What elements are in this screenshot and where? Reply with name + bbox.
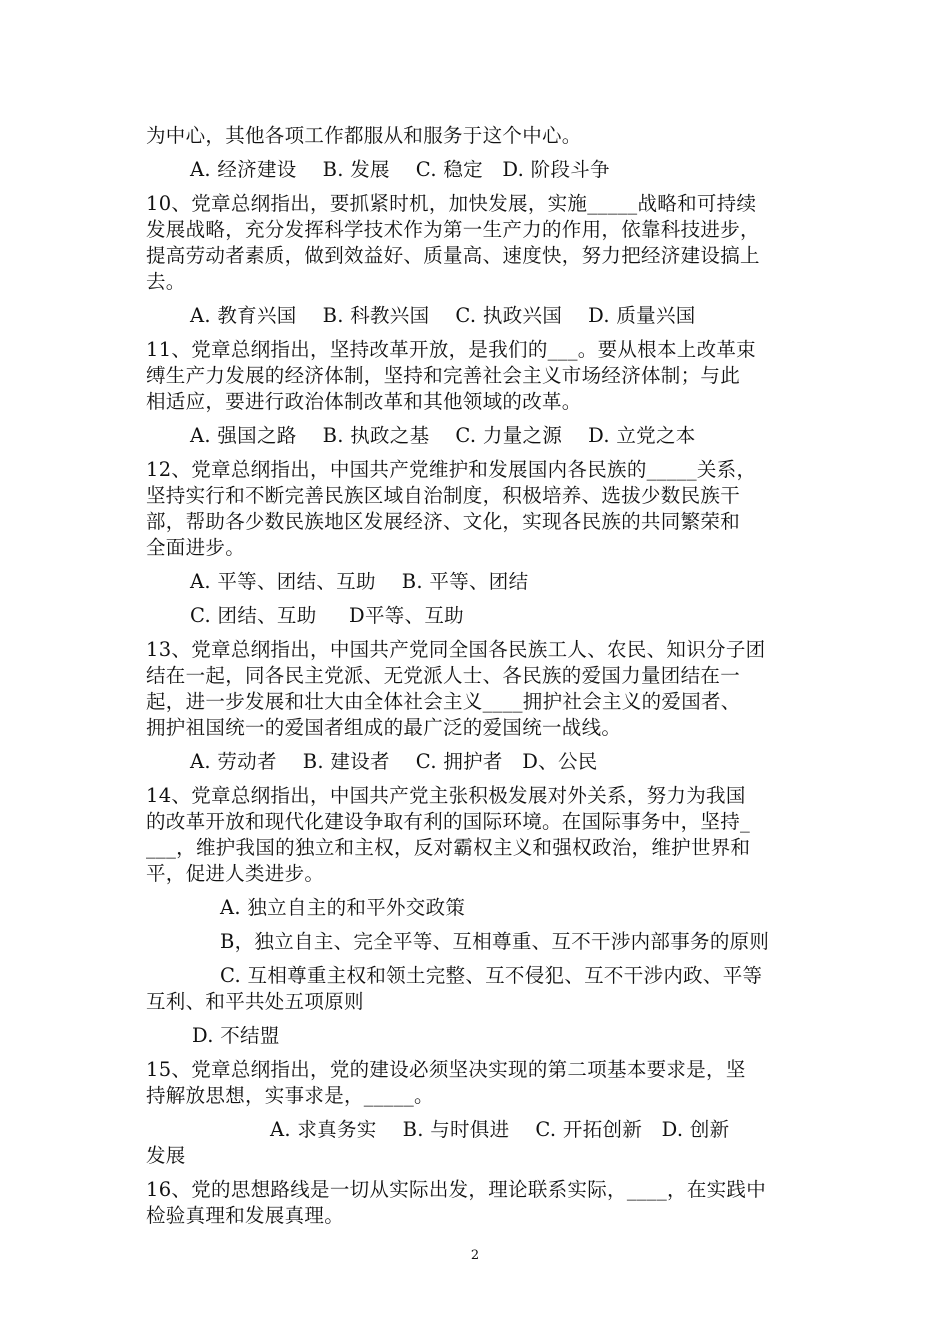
- answer-options: C. 团结、互助 D平等、互助: [190, 604, 464, 627]
- text-line: 拥护祖国统一的爱国者组成的最广泛的爱国统一战线。: [146, 716, 622, 739]
- text-line: 相适应，要进行政治体制改革和其他领域的改革。: [146, 390, 582, 413]
- text-line: 结在一起，同各民主党派、无党派人士、各民族的爱国力量团结在一: [146, 664, 741, 687]
- text-line: 部，帮助各少数民族地区发展经济、文化，实现各民族的共同繁荣和: [146, 510, 741, 533]
- text-line: ___，维护我国的独立和主权，反对霸权主义和强权政治，维护世界和: [146, 836, 751, 859]
- answer-options: A. 求真务实 B. 与时俱进 C. 开拓创新 D. 创新: [270, 1118, 730, 1141]
- question-12: 12、党章总纲指出，中国共产党维护和发展国内各民族的_____关系，: [146, 458, 757, 481]
- text-line: 发展战略，充分发挥科学技术作为第一生产力的作用，依靠科技进步，: [146, 218, 760, 241]
- question-16: 16、党的思想路线是一切从实际出发，理论联系实际，____，在实践中: [146, 1178, 767, 1201]
- text-line: 缚生产力发展的经济体制，坚持和完善社会主义市场经济体制；与此: [146, 364, 741, 387]
- text-line: 持解放思想，实事求是，_____。: [146, 1084, 434, 1107]
- answer-option-d: D. 不结盟: [192, 1024, 280, 1047]
- text-line: 的改革开放和现代化建设争取有利的国际环境。在国际事务中，坚持_: [146, 810, 751, 833]
- text-line: 平，促进人类进步。: [146, 862, 325, 885]
- question-13: 13、党章总纲指出，中国共产党同全国各民族工人、农民、知识分子团: [146, 638, 766, 661]
- text-line: 提高劳动者素质，做到效益好、质量高、速度快，努力把经济建设搞上: [146, 244, 760, 267]
- text-line: 坚持实行和不断完善民族区域自治制度，积极培养、选拔少数民族干: [146, 484, 741, 507]
- question-15: 15、党章总纲指出，党的建设必须坚决实现的第二项基本要求是，坚: [146, 1058, 746, 1081]
- question-11: 11、党章总纲指出，坚持改革开放，是我们的___。要从根本上改革束: [146, 338, 756, 361]
- text-line: 检验真理和发展真理。: [146, 1204, 345, 1227]
- answer-option-b: B，独立自主、完全平等、互相尊重、互不干涉内部事务的原则: [220, 930, 770, 953]
- answer-options: A. 强国之路 B. 执政之基 C. 力量之源 D. 立党之本: [190, 424, 696, 447]
- answer-option-a: A. 独立自主的和平外交政策: [220, 896, 466, 919]
- text-line: 去。: [146, 270, 186, 293]
- text-line: 起，进一步发展和壮大由全体社会主义____拥护社会主义的爱国者、: [146, 690, 741, 713]
- text-line: 为中心，其他各项工作都服从和服务于这个中心。: [146, 124, 582, 147]
- answer-option-c: C. 互相尊重主权和领土完整、互不侵犯、互不干涉内政、平等: [220, 964, 763, 987]
- text-line: 发展: [146, 1144, 186, 1167]
- answer-options: A. 平等、团结、互助 B. 平等、团结: [190, 570, 529, 593]
- text-line: 全面进步。: [146, 536, 246, 559]
- answer-options: A. 教育兴国 B. 科教兴国 C. 执政兴国 D. 质量兴国: [190, 304, 696, 327]
- answer-options: A. 劳动者 B. 建设者 C. 拥护者 D、公民: [190, 750, 598, 773]
- answer-options: A. 经济建设 B. 发展 C. 稳定 D. 阶段斗争: [190, 158, 610, 181]
- question-10: 10、党章总纲指出，要抓紧时机，加快发展，实施_____战略和可持续: [146, 192, 757, 215]
- question-14: 14、党章总纲指出，中国共产党主张积极发展对外关系，努力为我国: [146, 784, 746, 807]
- text-line: 互利、和平共处五项原则: [146, 990, 364, 1013]
- page-number: 2: [470, 1248, 480, 1263]
